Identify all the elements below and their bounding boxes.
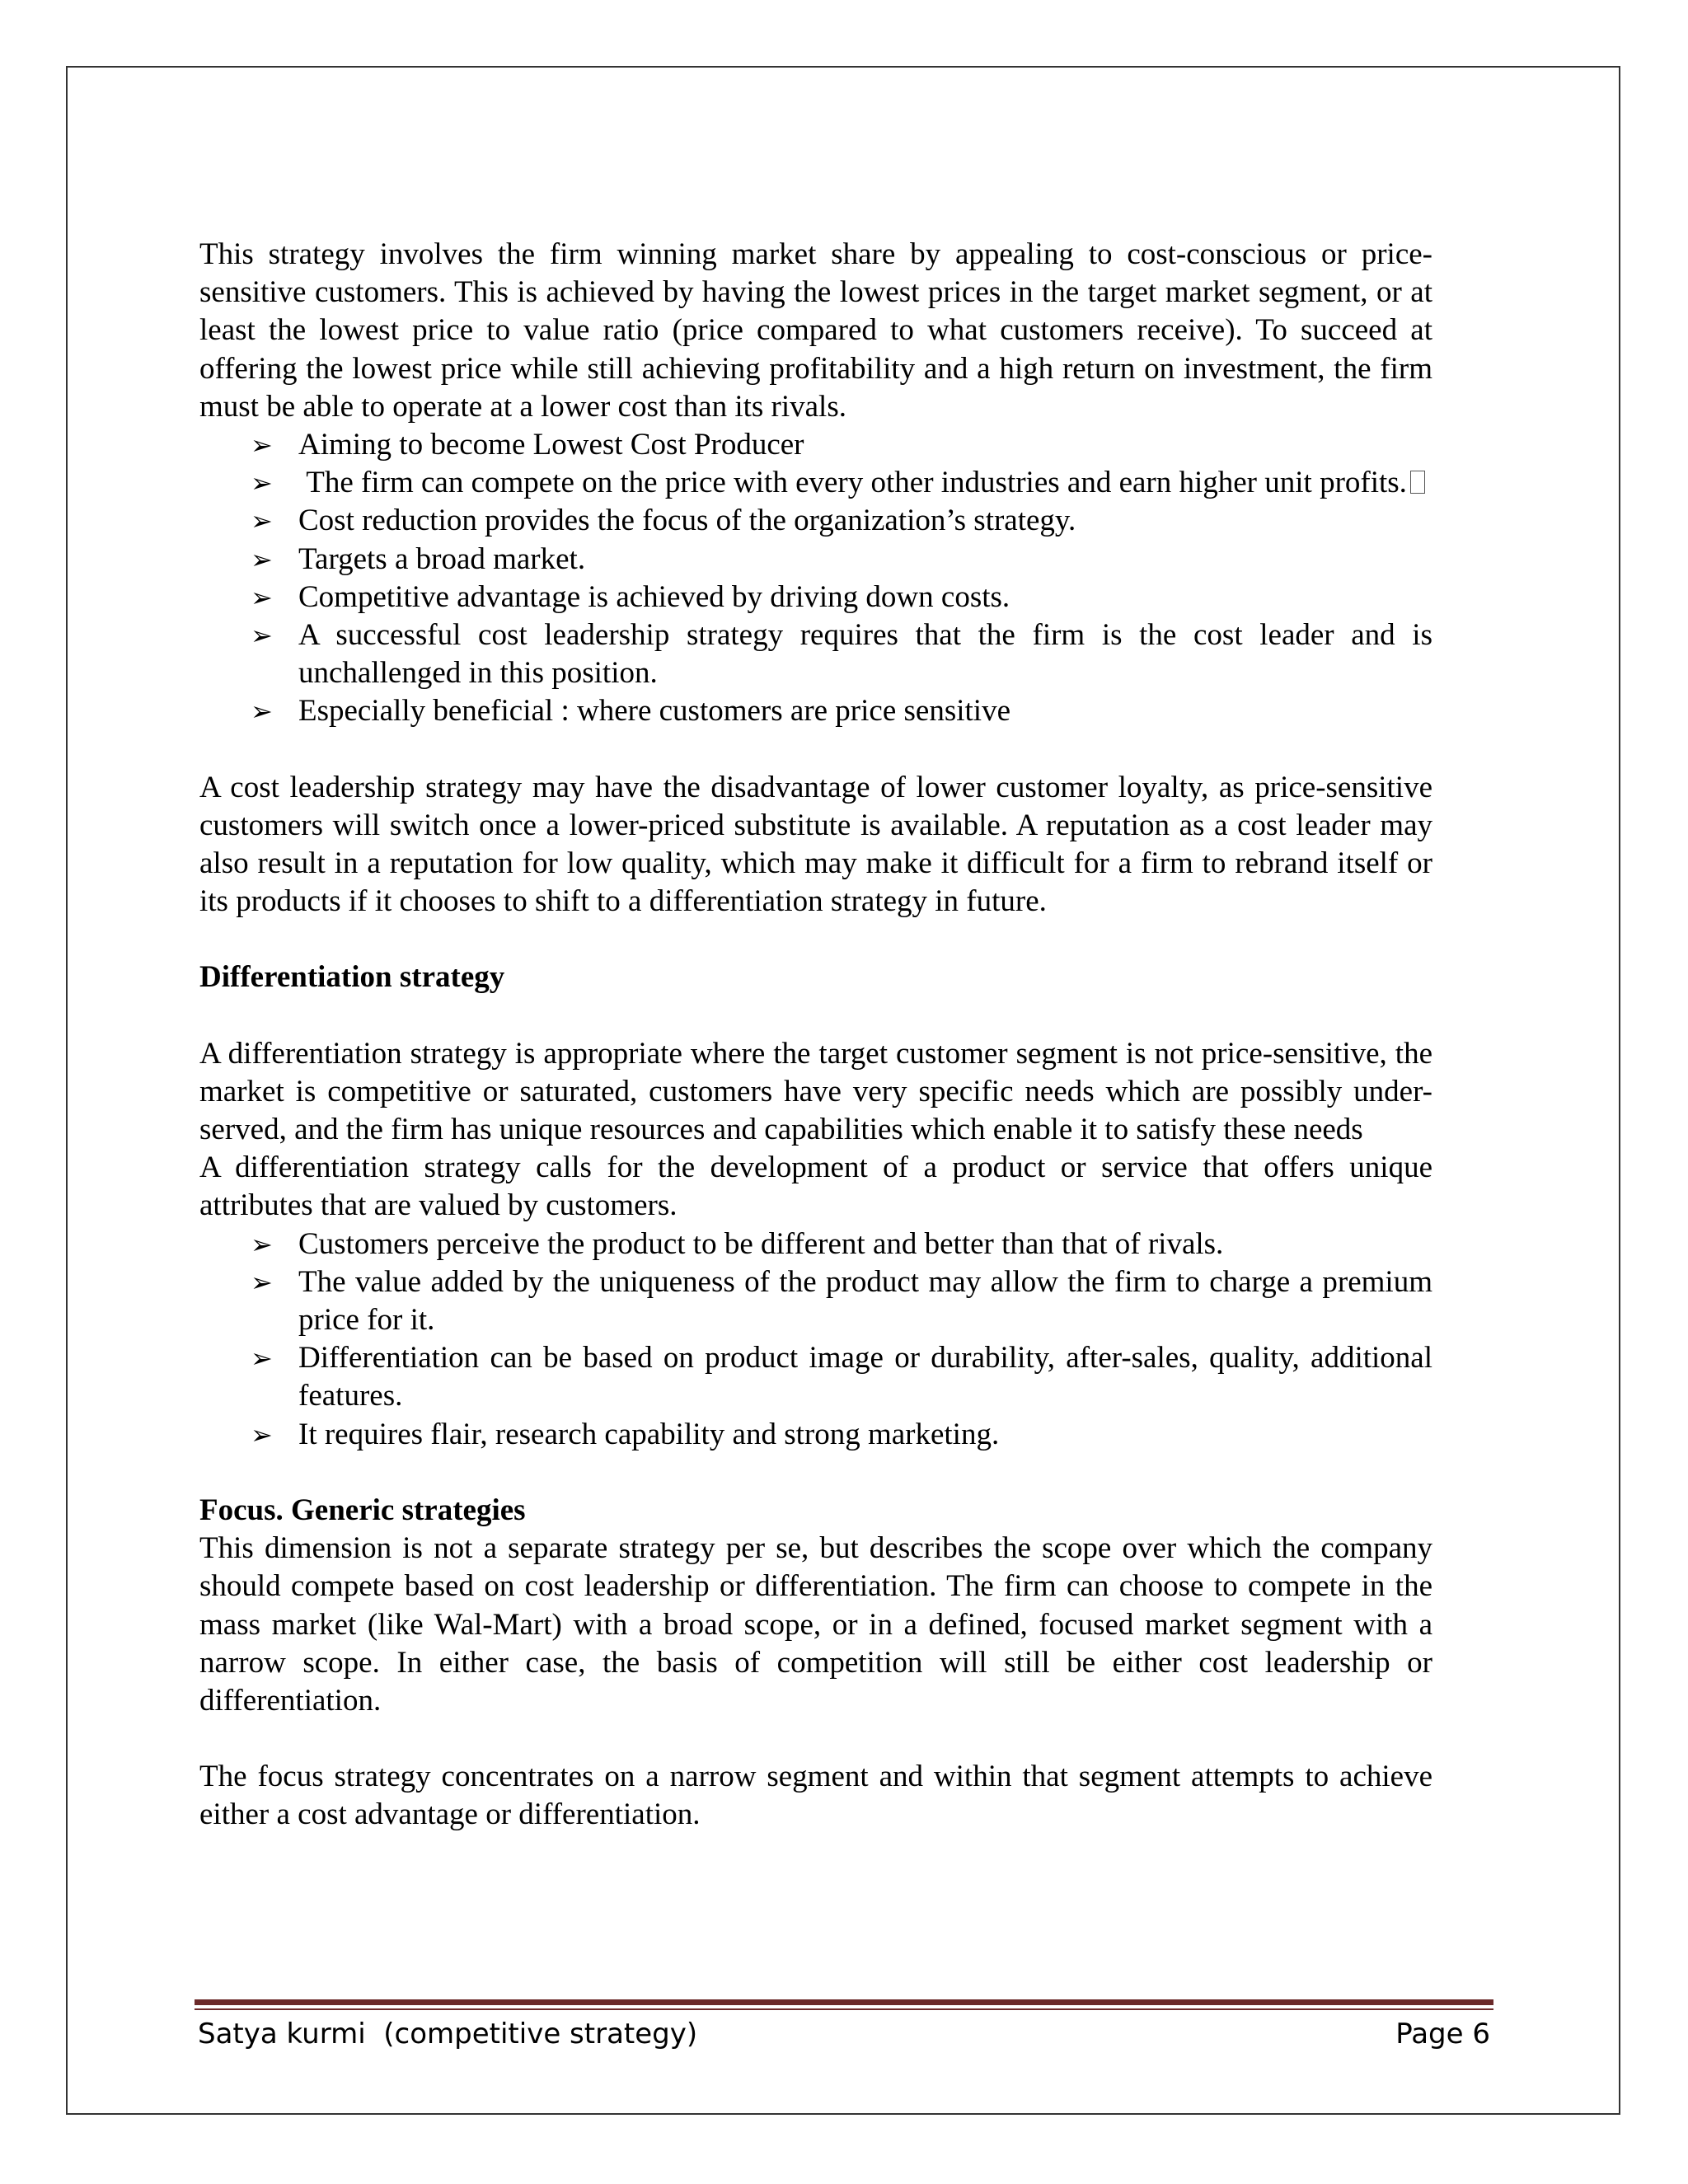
arrow-bullet-icon: ➢ [251,1228,273,1260]
spacer [199,1454,1432,1492]
cost-leadership-bullet-list [199,426,1432,731]
document-body [199,236,1432,1835]
list-item: ➢ A successful cost leadership strategy requires that the firm is the cost leader and is unchallenged in this position. [251,618,1432,691]
list-item: ➢ Competitive advantage is achieved by driving down costs. [298,579,1432,616]
list-item: ➢ It requires flair, research capability and strong marketing. [298,1416,1432,1454]
cost-leadership-disadvantage: A cost leadership strategy may have the disadvantage of lower customer loyalty, as price-sensitive customers will switch once a lower-priced substitute is available. A reputation as a cost leader may also result in a reputation for low quality, which may make it difficult for a firm to rebrand itself or its products if it chooses to shift to a differentiation strategy in future. [199,770,1432,919]
list-item: ➢ Especially beneficial : where customers are price sensitive [298,692,1432,730]
footer-rule-thin [195,2008,1493,2010]
arrow-bullet-icon: ➢ [251,1418,273,1451]
arrow-bullet-icon: ➢ [251,543,273,575]
differentiation-heading: Differentiation strategy [199,960,505,995]
list-item: ➢ Differentiation can be based on product image or durability, after-sales, quality, additional features. [251,1341,1432,1413]
differentiation-para-2: A differentiation strategy calls for the development of a product or service that offers unique attributes that are valued by customers. [199,1151,1432,1223]
focus-para-1: This dimension is not a separate strategy per se, but describes the scope over which the company should compete based on cost leadership or differentiation. The firm can choose to compete in the mass market (like Wal-Mart) with a broad scope, or in a defined, focused market segment with a narrow scope. In either case, the basis of competition will still be either cost leadership or differentiation. [199,1531,1432,1718]
differentiation-bullet-list [199,1226,1432,1454]
arrow-bullet-icon: ➢ [251,581,273,613]
arrow-bullet-icon: ➢ [251,620,273,652]
missing-glyph-icon [1410,471,1425,494]
cost-leadership-intro: This strategy involves the firm winning market share by appealing to cost-conscious or price-sensitive customers. This is achieved by having the lowest prices in the target market segment, or at least the lowest price to value ratio (price compared to what customers receive). To succeed at offering the lowest price while still achieving profitability and a high return on investment, the firm must be able to operate at a lower cost than its rivals. [199,237,1432,424]
page-number: Page 6 [1395,2018,1490,2050]
arrow-bullet-icon: ➢ [251,505,273,537]
list-item: ➢ Customers perceive the product to be different and better than that of rivals. [298,1226,1432,1263]
arrow-bullet-icon: ➢ [251,1266,273,1298]
footer-rule [195,1999,1493,2005]
arrow-bullet-icon: ➢ [251,429,273,462]
focus-heading: Focus. Generic strategies [199,1493,526,1527]
spacer [199,1720,1432,1758]
spacer [199,731,1432,769]
list-item: ➢ Aiming to become Lowest Cost Producer [298,426,1432,464]
list-item: ➢ The value added by the uniqueness of the product may allow the firm to charge a premium price for it. [251,1264,1432,1338]
list-item: ➢ Targets a broad market. [298,541,1432,579]
spacer [199,997,1432,1035]
spacer [199,921,1432,958]
list-item: ➢ The firm can compete on the price with every other industries and earn higher unit profits. [298,464,1432,502]
arrow-bullet-icon: ➢ [251,1343,273,1375]
focus-para-2: The focus strategy concentrates on a narrow segment and within that segment attempts to achieve either a cost advantage or differentiation. [199,1760,1432,1832]
arrow-bullet-icon: ➢ [251,696,273,728]
footer-title: Satya kurmi (competitive strategy) [198,2018,698,2050]
list-item: ➢ Cost reduction provides the focus of the organization’s strategy. [298,502,1432,540]
differentiation-para-1: A differentiation strategy is appropriate where the target customer segment is not price-sensitive, the market is competitive or saturated, customers have very specific needs which are possibly under-served, and the firm has unique resources and capabilities which enable it to satisfy these needs [199,1036,1432,1147]
arrow-bullet-icon: ➢ [251,467,273,499]
